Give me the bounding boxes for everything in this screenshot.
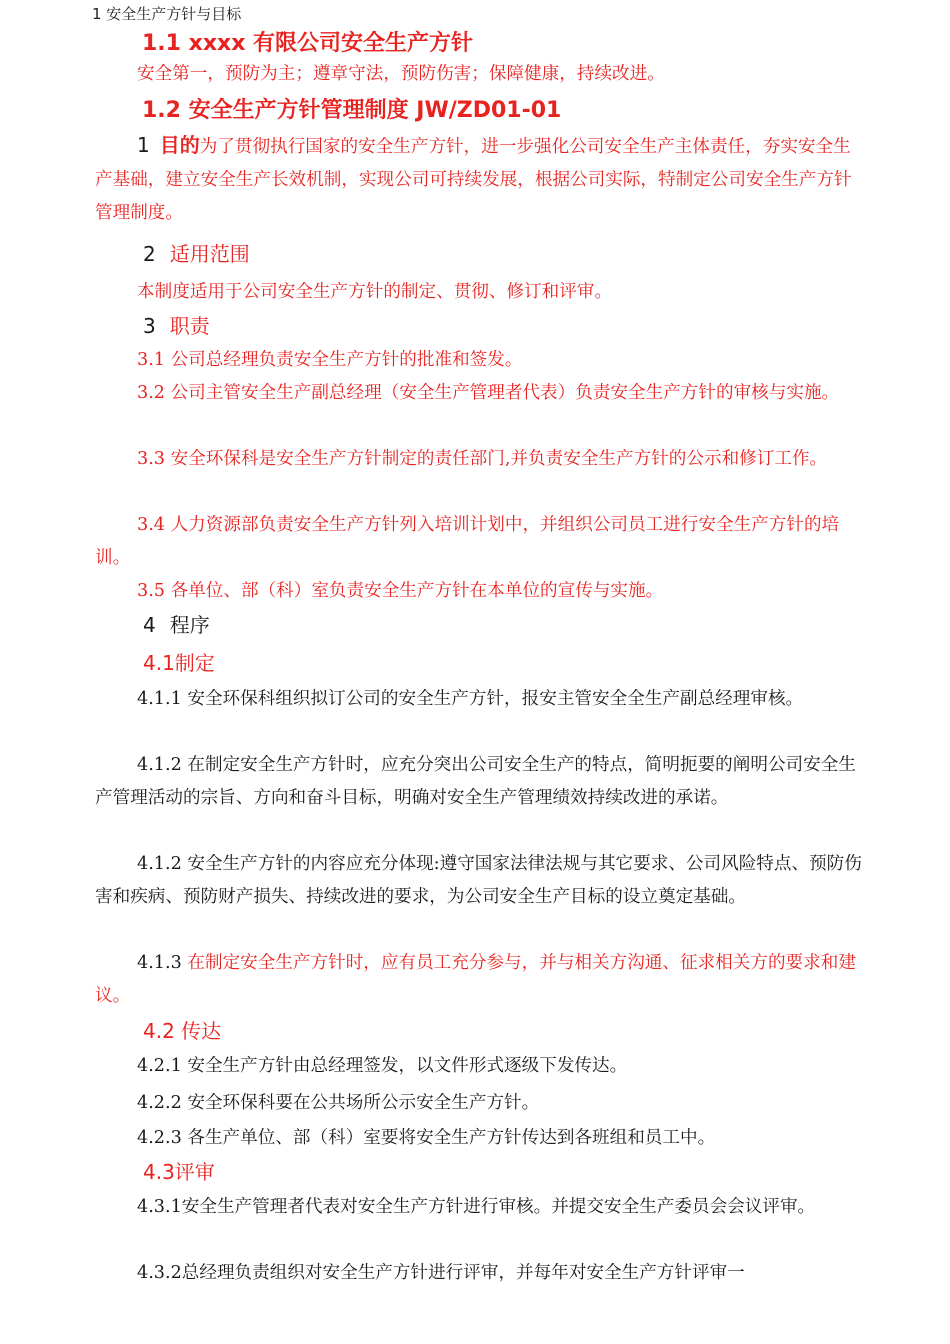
duty-item: 3.2 公司主管安全生产副总经理（安全生产管理者代表）负责安全生产方针的审核与实施。 (137, 383, 840, 403)
policy-title: 1.1 xxxx 有限公司安全生产方针 (142, 31, 474, 56)
procedure-item: 4.2.1 安全生产方针由总经理签发，以文件形式逐级下发传达。 (137, 1056, 628, 1076)
item-text: 在制定安全生产方针时，应有员工充分参与，并与相关方沟通、征求相关方的要求和建议。 (95, 953, 856, 1006)
system-title: 1.2 安全生产方针管理制度 JW/ZD01-01 (142, 98, 562, 123)
section-scope-text: 本制度适用于公司安全生产方针的制定、贯彻、修订和评审。 (137, 282, 613, 302)
section-label: 目的 (159, 133, 200, 157)
policy-text: 安全第一，预防为主；遵章守法，预防伤害；保障健康，持续改进。 (137, 64, 665, 84)
section-purpose (95, 129, 865, 230)
section-number: 4 (143, 613, 156, 637)
section-number: 1 (137, 133, 150, 157)
section-label: 程序 (169, 613, 210, 637)
section-scope-heading (143, 238, 250, 267)
duty-item: 3.5 各单位、部（科）室负责安全生产方针在本单位的宣传与实施。 (137, 581, 664, 601)
duty-item: 3.4 人力资源部负责安全生产方针列入培训计划中，并组织公司员工进行安全生产方针的培训。 (95, 515, 840, 568)
subsection-review: 4.3评审 (143, 1160, 215, 1184)
section-label: 职责 (169, 314, 210, 338)
duty-item: 3.3 安全环保科是安全生产方针制定的责任部门,并负责安全生产方针的公示和修订工作。 (137, 449, 828, 469)
procedure-item: 4.1.2 安全生产方针的内容应充分体现:遵守国家法律法规与其它要求、公司风险特点、预防伤害和疾病、预防财产损失、持续改进的要求，为公司安全生产目标的设立奠定基础。 (95, 854, 862, 907)
section-number: 2 (143, 242, 156, 266)
duty-item: 3.1 公司总经理负责安全生产方针的批准和签发。 (137, 350, 523, 370)
section-number: 3 (143, 314, 156, 338)
section-procedure-heading (143, 609, 210, 638)
procedure-item: 4.3.2总经理负责组织对安全生产方针进行评审，并每年对安全生产方针评审一 (137, 1263, 745, 1283)
item-number: 4.1.3 (137, 953, 188, 973)
procedure-item (95, 947, 865, 1013)
section-duties-heading (143, 310, 210, 339)
procedure-item: 4.1.2 在制定安全生产方针时，应充分突出公司安全生产的特点，简明扼要的阐明公司安全生产管理活动的宗旨、方向和奋斗目标，明确对安全生产管理绩效持续改进的承诺。 (95, 755, 856, 808)
section-label: 适用范围 (169, 242, 250, 266)
procedure-item: 4.1.1 安全环保科组织拟订公司的安全生产方针，报安主管安全全生产副总经理审核。 (137, 689, 804, 709)
section-text: 为了贯彻执行国家的安全生产方针，进一步强化公司安全生产主体责任，夯实安全生产基础，建立安全生产长效机制，实现公司可持续发展，根据公司实际，特制定公司安全生产方针管理制度。 (95, 137, 852, 223)
procedure-item: 4.2.3 各生产单位、部（科）室要将安全生产方针传达到各班组和员工中。 (137, 1128, 716, 1148)
page-header: 1 安全生产方针与目标 (92, 5, 242, 23)
subsection-formulate: 4.1制定 (143, 651, 215, 675)
procedure-item: 4.3.1安全生产管理者代表对安全生产方针进行审核。并提交安全生产委员会会议评审。 (137, 1197, 816, 1217)
subsection-communicate: 4.2 传达 (143, 1019, 222, 1043)
procedure-item: 4.2.2 安全环保科要在公共场所公示安全生产方针。 (137, 1093, 540, 1113)
